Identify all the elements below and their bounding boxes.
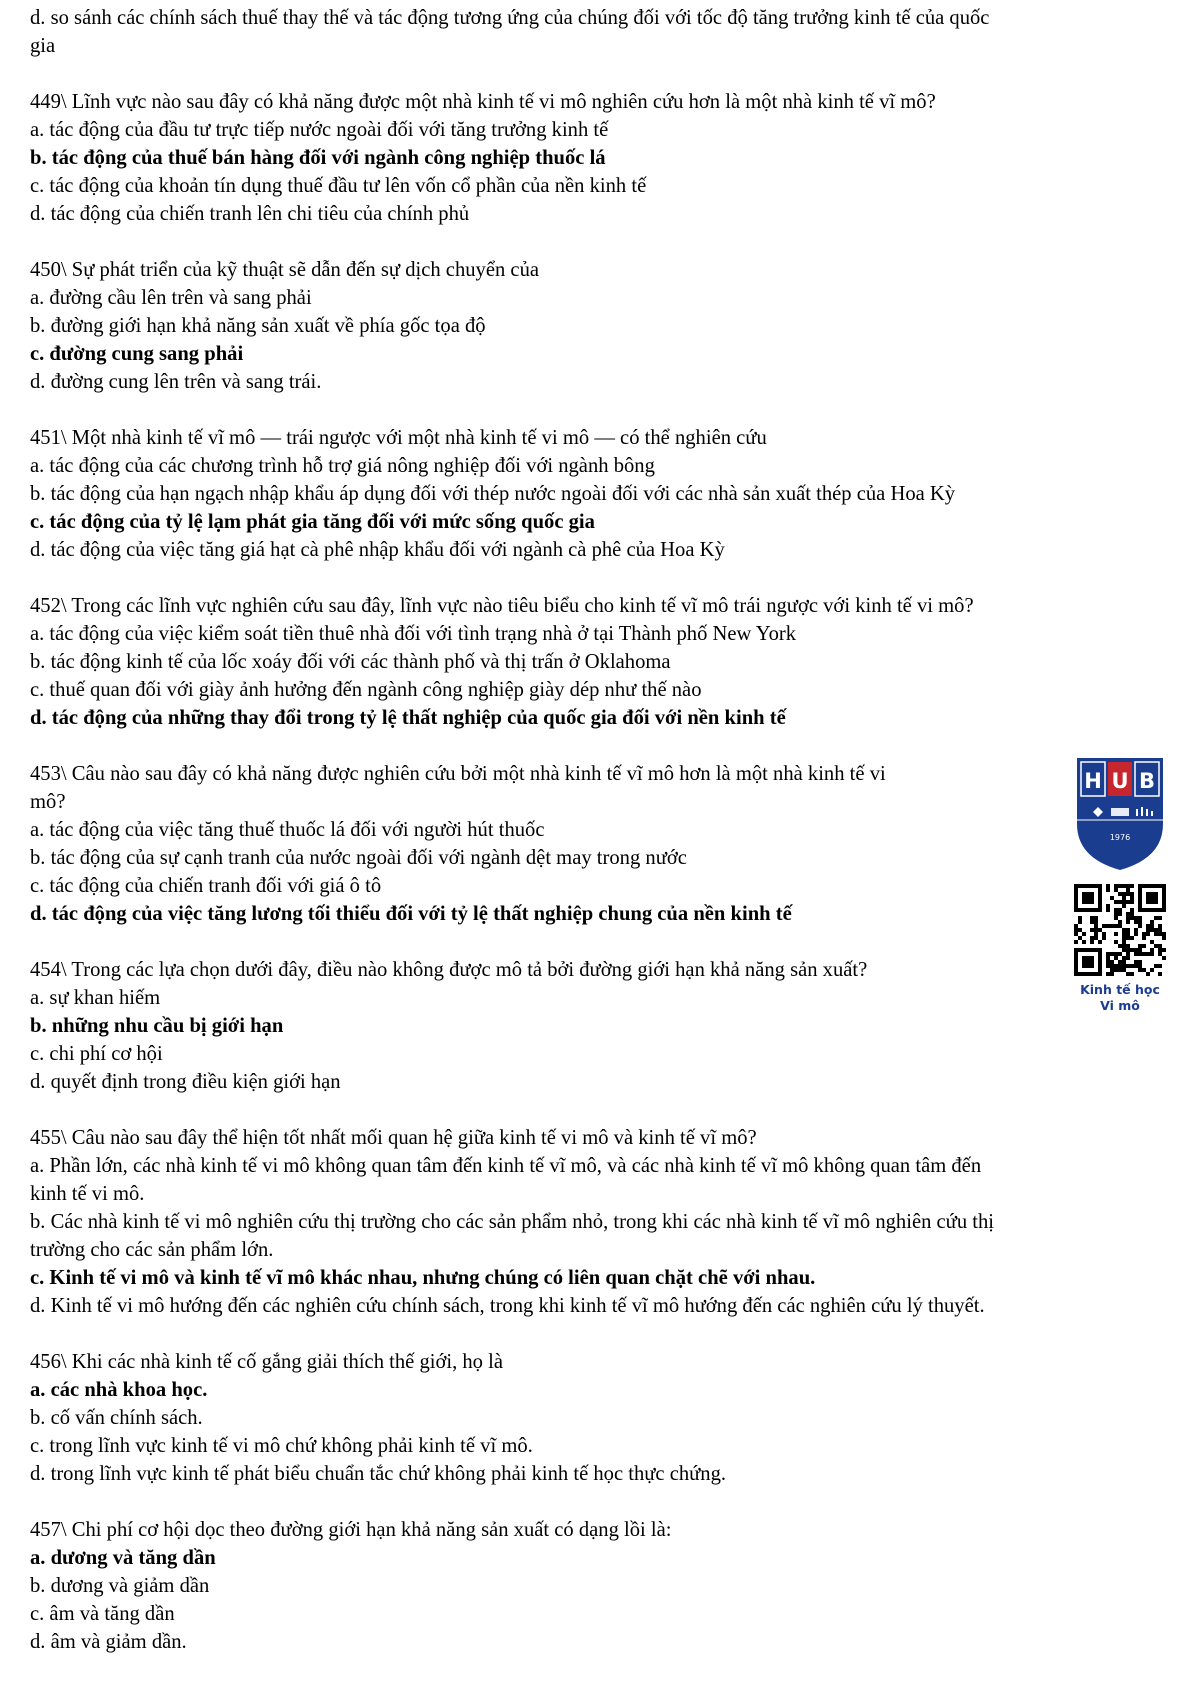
answer-option: b. dương và giảm dần [30, 1575, 210, 1597]
lead-text [30, 4, 1170, 60]
question-spacer [30, 60, 1170, 88]
answer-option-correct: c. đường cung sang phải [30, 343, 244, 365]
logo-letter-u: U [1111, 769, 1129, 793]
answer-option-correct: d. tác động của những thay đổi trong tỷ lệ thất nghiệp của quốc gia đối với nền kinh tế [30, 707, 786, 729]
answer-option: b. tác động kinh tế của lốc xoáy đối với các thành phố và thị trấn ở Oklahoma [30, 651, 671, 673]
answer-option: d. âm và giảm dần. [30, 1631, 187, 1653]
answer-option-correct: a. dương và tăng dần [30, 1547, 216, 1569]
answer-option: c. tác động của chiến tranh đối với giá ô tô [30, 875, 382, 897]
question-454 [30, 956, 1170, 1096]
question-spacer [30, 928, 1170, 956]
answer-option: b. tác động của sự cạnh tranh của nước ngoài đối với ngành dệt may trong nước [30, 847, 687, 869]
hub-shield-logo [1073, 754, 1167, 872]
question-450 [30, 256, 1170, 396]
answer-option: d. Kinh tế vi mô hướng đến các nghiên cứu chính sách, trong khi kinh tế vĩ mô hướng đến các nghiên cứu lý thuyết. [30, 1295, 985, 1317]
question-spacer [30, 1320, 1170, 1348]
answer-option-correct: c. tác động của tỷ lệ lạm phát gia tăng đối với mức sống quốc gia [30, 511, 595, 533]
question-stem: 454\ Trong các lựa chọn dưới đây, điều nào không được mô tả bởi đường giới hạn khả năng sản xuất? [30, 959, 868, 981]
question-spacer [30, 1488, 1170, 1516]
answer-option-correct: b. những nhu cầu bị giới hạn [30, 1015, 284, 1037]
answer-option-correct: d. tác động của việc tăng lương tối thiểu đối với tỷ lệ thất nghiệp chung của nền kinh tế [30, 903, 792, 925]
answer-option-correct: b. tác động của thuế bán hàng đối với ngành công nghiệp thuốc lá [30, 147, 606, 169]
answer-option: d. tác động của chiến tranh lên chi tiêu của chính phủ [30, 203, 470, 225]
answer-option: a. tác động của đầu tư trực tiếp nước ngoài đối với tăng trưởng kinh tế [30, 119, 609, 141]
answer-option: b. cố vấn chính sách. [30, 1407, 203, 1429]
lead-line: d. so sánh các chính sách thuế thay thế và tác động tương ứng của chúng đối với tốc độ tăng trưởng kinh tế của quốc [30, 7, 990, 29]
answer-option: d. quyết định trong điều kiện giới hạn [30, 1071, 341, 1093]
qr-code[interactable] [1074, 884, 1166, 976]
question-stem: mô? [30, 791, 66, 813]
question-list [30, 60, 1170, 1656]
answer-option: a. đường cầu lên trên và sang phải [30, 287, 312, 309]
question-452 [30, 592, 1170, 732]
question-stem: 456\ Khi các nhà kinh tế cố gắng giải thích thế giới, họ là [30, 1351, 503, 1373]
answer-option: a. sự khan hiếm [30, 987, 161, 1009]
answer-option-correct: c. Kinh tế vi mô và kinh tế vĩ mô khác nhau, nhưng chúng có liên quan chặt chẽ với nhau. [30, 1267, 816, 1289]
question-stem: 452\ Trong các lĩnh vực nghiên cứu sau đây, lĩnh vực nào tiêu biểu cho kinh tế vĩ mô trái ngược với kinh tế vi mô? [30, 595, 974, 617]
answer-option: trường cho các sản phẩm lớn. [30, 1239, 274, 1261]
answer-option: d. tác động của việc tăng giá hạt cà phê nhập khẩu đối với ngành cà phê của Hoa Kỳ [30, 539, 725, 561]
answer-option: c. âm và tăng dần [30, 1603, 175, 1625]
document-body [30, 4, 1170, 1656]
question-455 [30, 1124, 1170, 1320]
logo-letter-b: B [1138, 769, 1156, 793]
question-spacer [30, 564, 1170, 592]
question-stem: 453\ Câu nào sau đây có khả năng được nghiên cứu bởi một nhà kinh tế vĩ mô hơn là một nhà kinh tế vi [30, 763, 886, 785]
question-456 [30, 1348, 1170, 1488]
question-453 [30, 760, 1170, 928]
question-449 [30, 88, 1170, 228]
answer-option: b. đường giới hạn khả năng sản xuất về phía gốc tọa độ [30, 315, 486, 337]
answer-option: a. tác động của các chương trình hỗ trợ giá nông nghiệp đối với ngành bông [30, 455, 655, 477]
answer-option: kinh tế vi mô. [30, 1183, 145, 1205]
answer-option: d. trong lĩnh vực kinh tế phát biểu chuẩn tắc chứ không phải kinh tế học thực chứng. [30, 1463, 727, 1485]
answer-option: b. Các nhà kinh tế vi mô nghiên cứu thị trường cho các sản phẩm nhỏ, trong khi các nhà kinh tế vĩ mô nghiên cứu thị [30, 1211, 995, 1233]
question-spacer [30, 732, 1170, 760]
question-stem: 457\ Chi phí cơ hội dọc theo đường giới hạn khả năng sản xuất có dạng lồi là: [30, 1519, 672, 1541]
question-spacer [30, 228, 1170, 256]
question-stem: 449\ Lĩnh vực nào sau đây có khả năng được một nhà kinh tế vi mô nghiên cứu hơn là một nhà kinh tế vĩ mô? [30, 91, 936, 113]
answer-option-correct: a. các nhà khoa học. [30, 1379, 208, 1401]
question-457 [30, 1516, 1170, 1656]
question-451 [30, 424, 1170, 564]
answer-option: a. tác động của việc tăng thuế thuốc lá đối với người hút thuốc [30, 819, 545, 841]
answer-option: c. trong lĩnh vực kinh tế vi mô chứ không phải kinh tế vĩ mô. [30, 1435, 533, 1457]
lead-line: gia [30, 35, 56, 57]
answer-option: c. tác động của khoản tín dụng thuế đầu tư lên vốn cổ phần của nền kinh tế [30, 175, 647, 197]
answer-option: b. tác động của hạn ngạch nhập khẩu áp dụng đối với thép nước ngoài đối với các nhà sản xuất thép của Hoa Kỳ [30, 483, 956, 505]
answer-option: a. tác động của việc kiểm soát tiền thuê nhà đối với tình trạng nhà ở tại Thành phố New York [30, 623, 797, 645]
question-stem: 451\ Một nhà kinh tế vĩ mô — trái ngược với một nhà kinh tế vi mô — có thể nghiên cứu [30, 427, 767, 449]
logo-caption-line2: Vi mô [1100, 998, 1140, 1013]
logo-year: 1976 [1109, 833, 1131, 842]
logo-letter-h: H [1084, 769, 1102, 793]
answer-option: c. chi phí cơ hội [30, 1043, 163, 1065]
question-stem: 450\ Sự phát triển của kỹ thuật sẽ dẫn đến sự dịch chuyển của [30, 259, 540, 281]
question-spacer [30, 1096, 1170, 1124]
answer-option: c. thuế quan đối với giày ảnh hưởng đến ngành công nghiệp giày dép như thế nào [30, 679, 702, 701]
question-stem: 455\ Câu nào sau đây thể hiện tốt nhất mối quan hệ giữa kinh tế vi mô và kinh tế vĩ mô? [30, 1127, 757, 1149]
answer-option: a. Phần lớn, các nhà kinh tế vi mô không quan tâm đến kinh tế vĩ mô, và các nhà kinh tế vĩ mô không quan tâm đến [30, 1155, 982, 1177]
answer-option: d. đường cung lên trên và sang trái. [30, 371, 322, 393]
logo-caption-line1: Kinh tế học [1080, 982, 1160, 997]
question-spacer [30, 396, 1170, 424]
hub-logo-block [1070, 754, 1170, 1014]
